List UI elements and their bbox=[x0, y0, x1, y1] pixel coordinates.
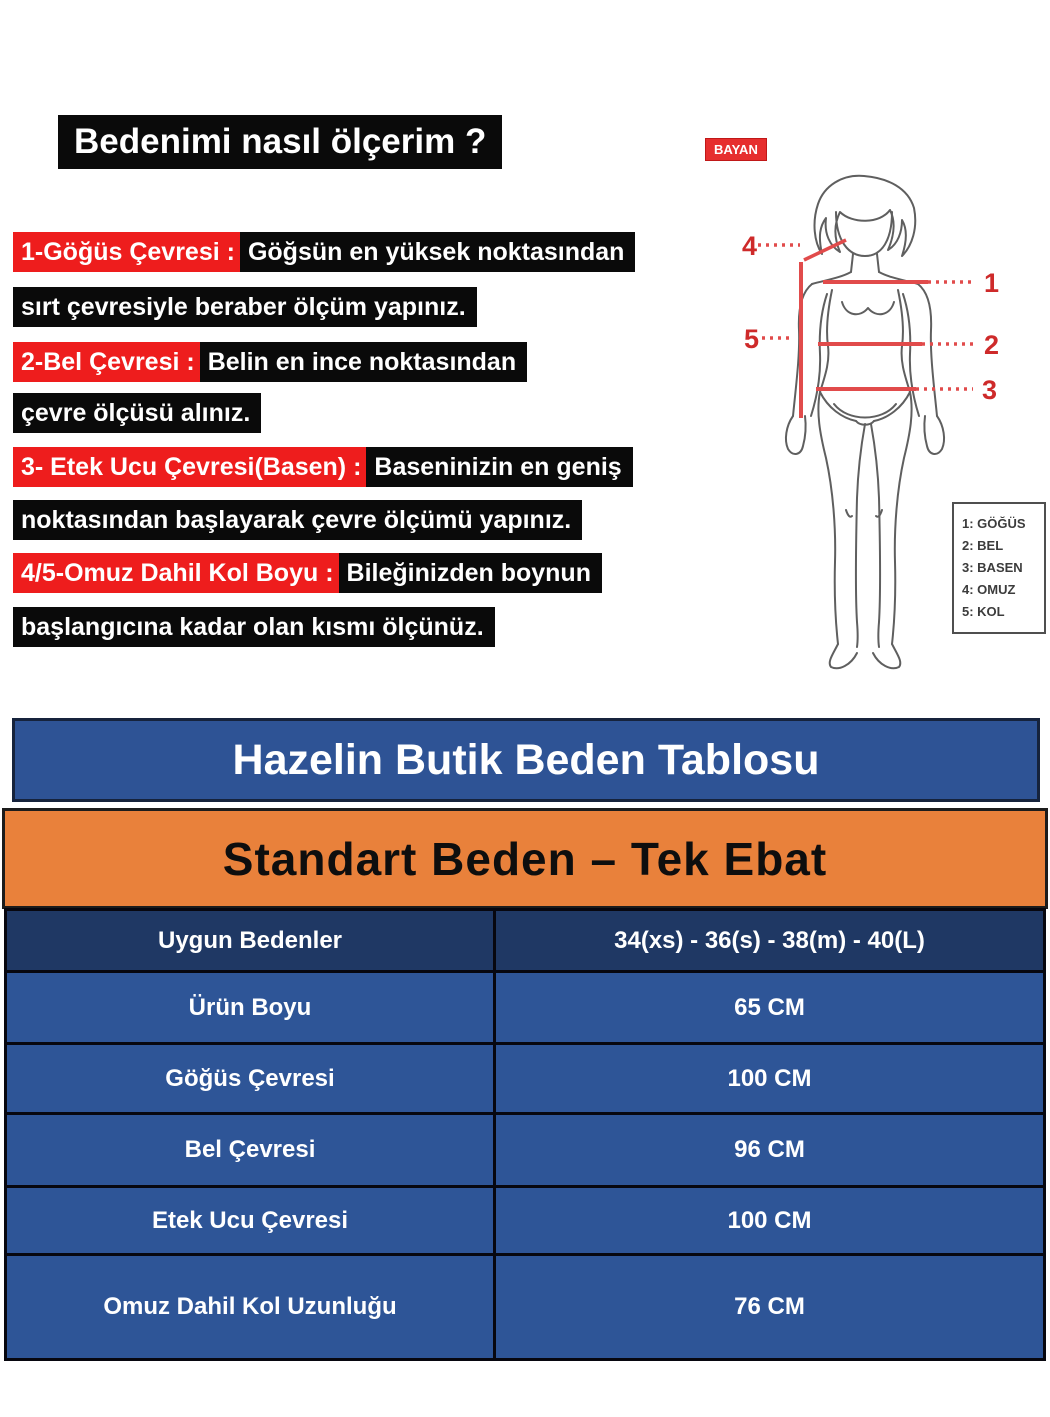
brand-table-header: Hazelin Butik Beden Tablosu bbox=[12, 718, 1040, 802]
measure-desc: Baseninizin en geniş bbox=[366, 447, 632, 487]
size-table bbox=[4, 908, 1046, 1361]
marker-waist: 2 bbox=[984, 330, 1000, 360]
size-row-value: 100 CM bbox=[496, 1045, 1043, 1112]
marker-hip: 3 bbox=[982, 375, 998, 405]
size-row-label: Omuz Dahil Kol Uzunluğu bbox=[7, 1256, 493, 1358]
standard-size-header: Standart Beden – Tek Ebat bbox=[2, 808, 1048, 909]
measure-term-hip: 3- Etek Ucu Çevresi(Basen) : bbox=[13, 447, 366, 487]
legend-item-shoulder: 4: OMUZ bbox=[962, 582, 1016, 598]
measure-desc: noktasından başlayarak çevre ölçümü yapınız. bbox=[13, 500, 582, 540]
instruction-line bbox=[13, 553, 602, 593]
instruction-line bbox=[13, 607, 495, 647]
measure-desc: başlangıcına kadar olan kısmı ölçünüz. bbox=[13, 607, 495, 647]
measurement-diagram bbox=[700, 130, 1050, 690]
instruction-line bbox=[13, 287, 477, 327]
size-row-label: Göğüs Çevresi bbox=[7, 1045, 493, 1112]
legend-item-hip: 3: BASEN bbox=[962, 560, 1023, 576]
body-outline bbox=[786, 176, 944, 668]
size-row-value: 65 CM bbox=[496, 973, 1043, 1042]
size-row-label: Uygun Bedenler bbox=[7, 911, 493, 970]
size-row-value: 34(xs) - 36(s) - 38(m) - 40(L) bbox=[496, 911, 1043, 970]
size-row-label: Etek Ucu Çevresi bbox=[7, 1188, 493, 1253]
face-outline bbox=[836, 212, 892, 256]
measure-term-chest: 1-Göğüs Çevresi : bbox=[13, 232, 240, 272]
legend-item-chest: 1: GÖĞÜS bbox=[962, 516, 1026, 531]
size-row-value: 100 CM bbox=[496, 1188, 1043, 1253]
instruction-line bbox=[13, 393, 261, 433]
hair-outline bbox=[815, 176, 916, 256]
size-row-label: Ürün Boyu bbox=[7, 973, 493, 1042]
measurement-markers bbox=[742, 231, 999, 405]
instruction-line bbox=[13, 447, 633, 487]
gender-tag-badge: BAYAN bbox=[705, 138, 767, 161]
measure-term-waist: 2-Bel Çevresi : bbox=[13, 342, 200, 382]
measurement-legend bbox=[952, 502, 1046, 634]
size-row-value: 96 CM bbox=[496, 1115, 1043, 1185]
measure-term-arm: 4/5-Omuz Dahil Kol Boyu : bbox=[13, 553, 339, 593]
page-title: Bedenimi nasıl ölçerim ? bbox=[58, 115, 502, 169]
legend-item-waist: 2: BEL bbox=[962, 538, 1004, 554]
size-row-value: 76 CM bbox=[496, 1256, 1043, 1358]
instruction-line bbox=[13, 500, 582, 540]
measure-desc: sırt çevresiyle beraber ölçüm yapınız. bbox=[13, 287, 477, 327]
measure-desc: çevre ölçüsü alınız. bbox=[13, 393, 261, 433]
marker-shoulder: 4 bbox=[742, 231, 758, 261]
marker-arm: 5 bbox=[744, 324, 760, 354]
marker-chest: 1 bbox=[984, 268, 1000, 298]
legend-item-arm: 5: KOL bbox=[962, 604, 1005, 620]
measurement-lines bbox=[758, 240, 976, 418]
instruction-line bbox=[13, 232, 635, 272]
measure-desc: Bileğinizden boynun bbox=[339, 553, 602, 593]
measure-desc: Belin en ince noktasından bbox=[200, 342, 527, 382]
measure-desc: Göğsün en yüksek noktasından bbox=[240, 232, 635, 272]
size-row-label: Bel Çevresi bbox=[7, 1115, 493, 1185]
instruction-line bbox=[13, 342, 527, 382]
